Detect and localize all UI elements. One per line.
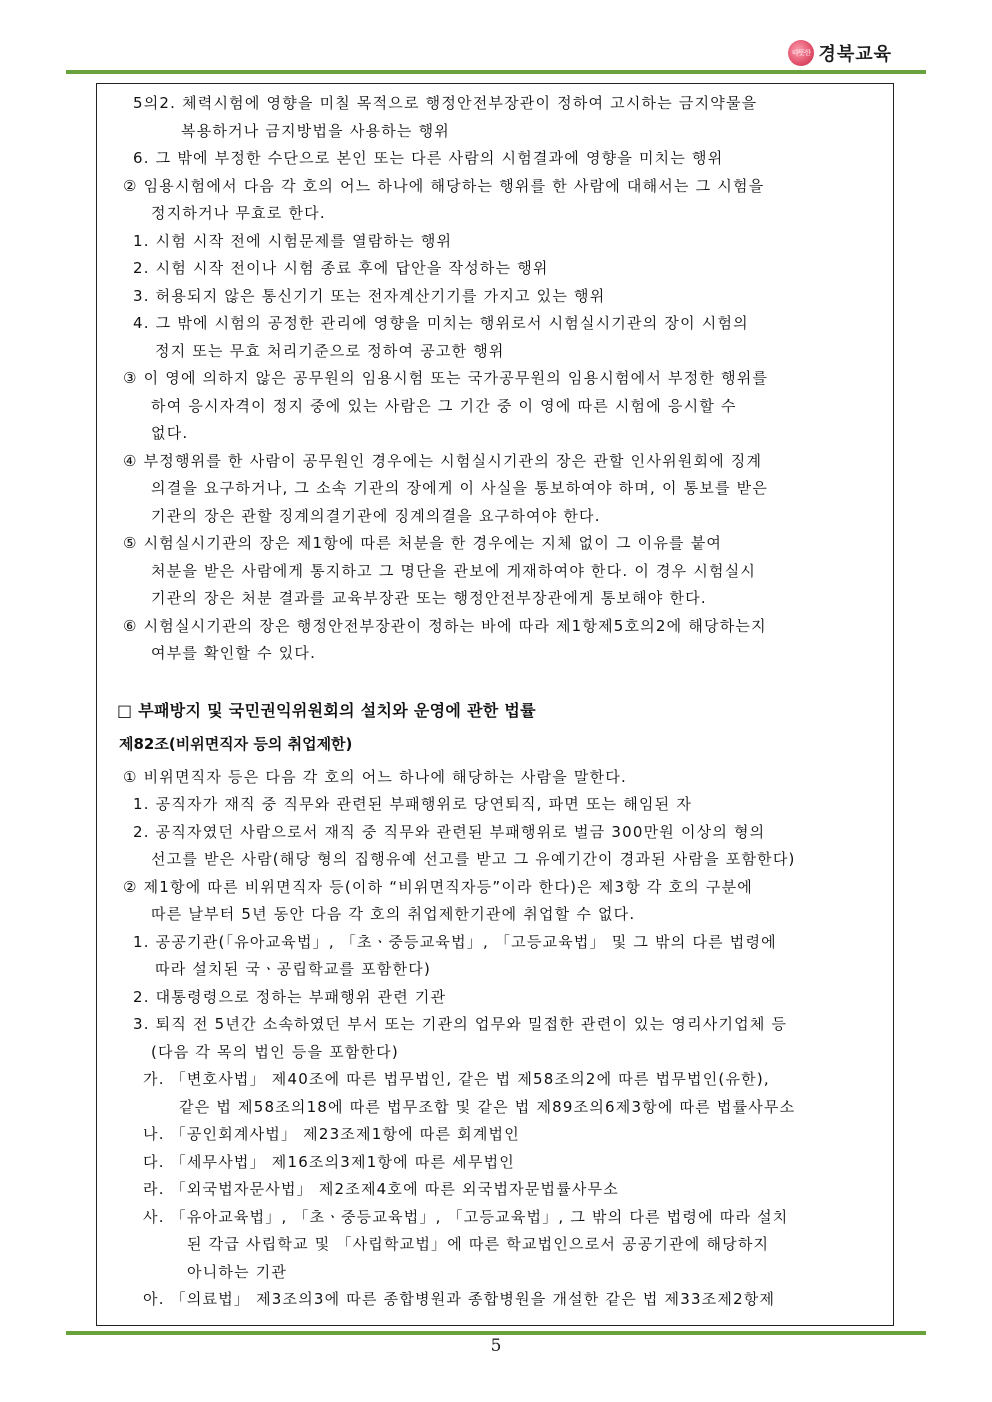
text-line: 따라 설치된 국ㆍ공립학교를 포함한다) (155, 960, 431, 978)
section-heading: □ 부패방지 및 국민권익위원회의 설치와 운영에 관한 법률 (117, 700, 536, 720)
text-line: 2. 대통령령으로 정하는 부패행위 관련 기관 (133, 987, 447, 1006)
page-number: 5 (490, 1336, 502, 1356)
text-line: 4. 그 밖에 시험의 공정한 관리에 영향을 미치는 행위로서 시험실시기관의 장이 시험의 (133, 314, 749, 332)
text-line: 따른 날부터 5년 동안 다음 각 호의 취업제한기관에 취업할 수 없다. (151, 905, 636, 923)
text-line: ① 비위면직자 등은 다음 각 호의 어느 하나에 해당하는 사람을 말한다. (123, 767, 627, 786)
text-line: 아니하는 기관 (187, 1262, 288, 1281)
section-gap (97, 668, 893, 696)
logo-seal-icon (788, 40, 814, 66)
text-line: 6. 그 밖에 부정한 수단으로 본인 또는 다른 사람의 시험결과에 영향을 미치는 행위 (133, 149, 724, 167)
text-line: 1. 공직자가 재직 중 직무와 관련된 부패행위로 당연퇴직, 파면 또는 해임된 자 (133, 795, 693, 813)
text-line: ③ 이 영에 의하지 않은 공무원의 임용시험 또는 국가공무원의 임용시험에서 부정한 행위를 (123, 369, 769, 387)
text-line: 복용하거나 금지방법을 사용하는 행위 (181, 121, 450, 140)
text-line: ⑥ 시험실시기관의 장은 행정안전부장관이 정하는 바에 따라 제1항제5호의2에 해당하는지 (123, 616, 767, 635)
logo-text: 경북교육 (818, 44, 892, 65)
text-line: 정지하거나 무효로 한다. (151, 204, 326, 222)
text-line: 3. 퇴직 전 5년간 소속하였던 부서 또는 기관의 업무와 밀접한 관련이 있는 영리사기업체 등 (133, 1015, 788, 1033)
text-line: 된 각급 사립학교 및 「사립학교법」에 따른 학교법인으로서 공공기관에 해당하지 (187, 1235, 770, 1253)
footer-divider (66, 1331, 926, 1335)
text-line: 처분을 받은 사람에게 통지하고 그 명단을 관보에 게재하여야 한다. 이 경우 시험실시 (151, 561, 757, 580)
text-line: 나. 「공인회계사법」 제23조제1항에 따른 회계법인 (143, 1125, 520, 1143)
header-logo (788, 38, 892, 68)
text-line: 기관의 장은 관할 징계의결기관에 징계의결을 요구하여야 한다. (151, 506, 601, 525)
text-line: 2. 시험 시작 전이나 시험 종료 후에 답안을 작성하는 행위 (133, 259, 549, 277)
text-line: 5의2. 체력시험에 영향을 미칠 목적으로 행정안전부장관이 정하여 고시하는 금지약물을 (133, 94, 758, 112)
top-text-block (97, 90, 893, 668)
text-line: ④ 부정행위를 한 사람이 공무원인 경우에는 시험실시기관의 장은 관할 인사위원회에 징계 (123, 451, 763, 470)
text-line: 같은 법 제58조의18에 따른 법무조합 및 같은 법 제89조의6제3항에 따른 법률사무소 (179, 1097, 796, 1116)
header-divider (66, 70, 926, 74)
text-line: 기관의 장은 처분 결과를 교육부장관 또는 행정안전부장관에게 통보해야 한다. (151, 589, 707, 607)
text-line: 다. 「세무사법」 제16조의3제1항에 따른 세무법인 (143, 1152, 515, 1171)
text-line: 3. 허용되지 않은 통신기기 또는 전자계산기기를 가지고 있는 행위 (133, 286, 606, 305)
text-line: 라. 「외국법자문사법」 제2조제4호에 따른 외국법자문법률사무소 (143, 1180, 619, 1198)
text-line: 선고를 받은 사람(해당 형의 집행유예 선고를 받고 그 유예기간이 경과된 사람을 포함한다) (151, 850, 796, 868)
text-line: 의결을 요구하거나, 그 소속 기관의 장에게 이 사실을 통보하여야 하며, 이 통보를 받은 (151, 479, 769, 497)
text-line: (다음 각 목의 법인 등을 포함한다) (151, 1042, 399, 1061)
text-line: ② 제1항에 따른 비위면직자 등(이하 “비위면직자등”이라 한다)은 제3항 각 호의 구분에 (123, 877, 753, 896)
text-line: 사. 「유아교육법」, 「초ㆍ중등교육법」, 「고등교육법」, 그 밖의 다른 법령에 따라 설치 (143, 1207, 789, 1226)
text-line: ② 임용시험에서 다음 각 호의 어느 하나에 해당하는 행위를 한 사람에 대해서는 그 시험을 (123, 176, 765, 195)
text-line: 정지 또는 무효 처리기준으로 정하여 공고한 행위 (155, 341, 505, 360)
document-content-box (96, 83, 894, 1326)
text-line: 아. 「의료법」 제3조의3에 따른 종합병원과 종합병원을 개설한 같은 법 제33조제2항제 (143, 1290, 776, 1308)
text-line: 2. 공직자였던 사람으로서 재직 중 직무와 관련된 부패행위로 벌금 300만원 이상의 형의 (133, 822, 766, 841)
text-line: 1. 공공기관(「유아교육법」, 「초ㆍ중등교육법」, 「고등교육법」 및 그 밖의 다른 법령에 (133, 932, 777, 951)
text-line: 1. 시험 시작 전에 시험문제를 열람하는 행위 (133, 231, 453, 250)
text-line: ⑤ 시험실시기관의 장은 제1항에 따른 처분을 한 경우에는 지체 없이 그 이유를 붙여 (123, 534, 723, 552)
article-heading: 제82조(비위면직자 등의 취업제한) (119, 734, 353, 753)
logo-seal-text: 따뜻한 (792, 49, 811, 57)
text-line: 없다. (151, 424, 189, 442)
bottom-text-block (97, 764, 893, 1314)
text-line: 가. 「변호사법」 제40조에 따른 법무법인, 같은 법 제58조의2에 따른 법무법인(유한), (143, 1070, 770, 1088)
text-line: 여부를 확인할 수 있다. (151, 644, 317, 662)
text-line: 하여 응시자격이 정지 중에 있는 사람은 그 기간 중 이 영에 따른 시험에 응시할 수 (151, 396, 737, 415)
